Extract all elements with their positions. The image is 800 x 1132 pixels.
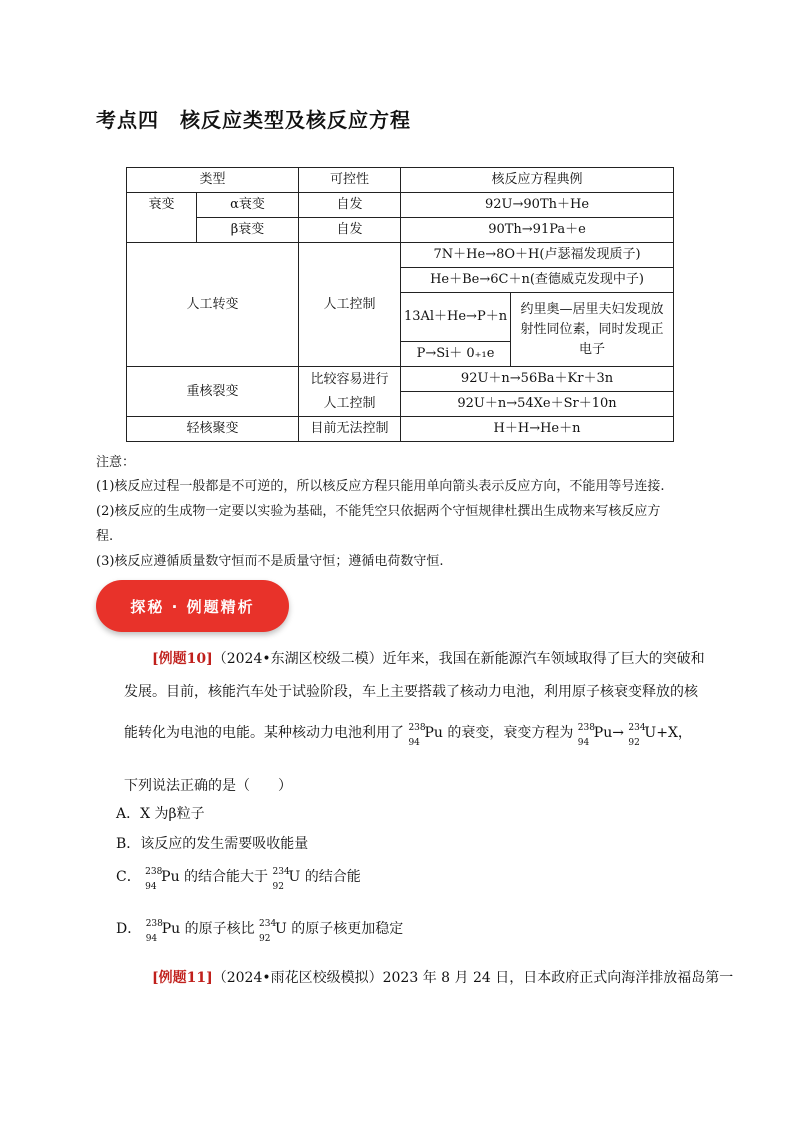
fission-type: 重核裂变: [127, 367, 299, 417]
fission-control: 比较容易进行人工控制: [299, 367, 401, 417]
artificial-example-3a: 13Al＋He→P＋n: [401, 293, 511, 342]
section-heading: 考点四 核反应类型及核反应方程: [96, 108, 411, 132]
fusion-example: H＋H→He＋n: [401, 417, 674, 442]
artificial-control: 人工控制: [299, 243, 401, 367]
table-row: [127, 218, 674, 243]
artificial-type: 人工转变: [127, 243, 299, 367]
note-3: (3)核反应遵循质量数守恒而不是质量守恒；遵循电荷数守恒.: [96, 554, 444, 569]
note-1: (1)核反应过程一般都是不可逆的，所以核反应方程只能用单向箭头表示反应方向，不能用等号连接.: [96, 479, 665, 494]
isotope-u234: 234 92: [272, 867, 290, 892]
example10-line1: [例题10]（2024•东湖区校级二模）近年来，我国在新能源汽车领域取得了巨大的突破和: [152, 651, 705, 667]
fission-example-1: 92U＋n→56Ba＋Kr＋3n: [401, 367, 674, 392]
notes-title: 注意：: [96, 455, 136, 470]
artificial-example-1: 7N＋He→8O＋H(卢瑟福发现质子): [401, 243, 674, 268]
header-example: 核反应方程典例: [401, 168, 674, 193]
isotope-u234: 234 92: [628, 723, 646, 748]
artificial-example-3-note: 约里奥—居里夫妇发现放射性同位素，同时发现正电子: [511, 293, 674, 367]
option-a: A．X 为β粒子: [116, 806, 205, 822]
example10-line3: 能转化为电池的电能。某种核动力电池利用了 238 94 Pu 的衰变，衰变方程为 238 94 Pu→ 234 92 U+X，: [124, 723, 692, 748]
table-row: [127, 367, 674, 392]
table-row: [127, 417, 674, 442]
isotope-pu238: 238 94: [145, 919, 163, 944]
example11-line1: [例题11]（2024•雨花区校级模拟）2023 年 8 月 24 日，日本政府正式向海洋排放福岛第一: [152, 970, 734, 986]
section-badge: 探秘 · 例题精析: [96, 580, 289, 632]
note-2b: 程.: [96, 529, 114, 544]
fusion-type: 轻核聚变: [127, 417, 299, 442]
table-header-row: [127, 168, 674, 193]
beta-control: 自发: [299, 218, 401, 243]
beta-example: 90Th→91Pa＋e: [401, 218, 674, 243]
option-b: B．该反应的发生需要吸收能量: [116, 836, 309, 852]
header-type: 类型: [127, 168, 299, 193]
isotope-pu238: 238 94: [577, 723, 595, 748]
table-row: [127, 193, 674, 218]
nuclear-reaction-table: [126, 167, 674, 442]
example10-tag: [例题10]: [152, 651, 213, 667]
fusion-control: 目前无法控制: [299, 417, 401, 442]
note-2a: (2)核反应的生成物一定要以实验为基础，不能凭空只依据两个守恒规律杜撰出生成物来写核反应方: [96, 504, 661, 519]
option-c: C． 238 94 Pu 的结合能大于 234 92 U 的结合能: [116, 867, 361, 892]
beta-type: β衰变: [197, 218, 299, 243]
isotope-pu238: 238 94: [145, 867, 163, 892]
alpha-control: 自发: [299, 193, 401, 218]
option-d: D． 238 94 Pu 的原子核比 234 92 U 的原子核更加稳定: [116, 919, 404, 944]
artificial-example-3b: P→Si＋ 0₊₁e: [401, 342, 511, 367]
example10-question: 下列说法正确的是（ ）: [124, 778, 292, 794]
fission-example-2: 92U＋n→54Xe＋Sr＋10n: [401, 392, 674, 417]
isotope-u234: 234 92: [259, 919, 277, 944]
example11-tag: [例题11]: [152, 970, 213, 986]
table-row: [127, 243, 674, 268]
header-controllability: 可控性: [299, 168, 401, 193]
isotope-pu238: 238 94: [408, 723, 426, 748]
artificial-example-2: He＋Be→6C＋n(查德威克发现中子): [401, 268, 674, 293]
example10-line2: 发展。目前，核能汽车处于试验阶段，车上主要搭载了核动力电池，利用原子核衰变释放的核: [124, 684, 698, 700]
decay-label: 衰变: [127, 193, 197, 243]
alpha-example: 92U→90Th＋He: [401, 193, 674, 218]
alpha-type: α衰变: [197, 193, 299, 218]
